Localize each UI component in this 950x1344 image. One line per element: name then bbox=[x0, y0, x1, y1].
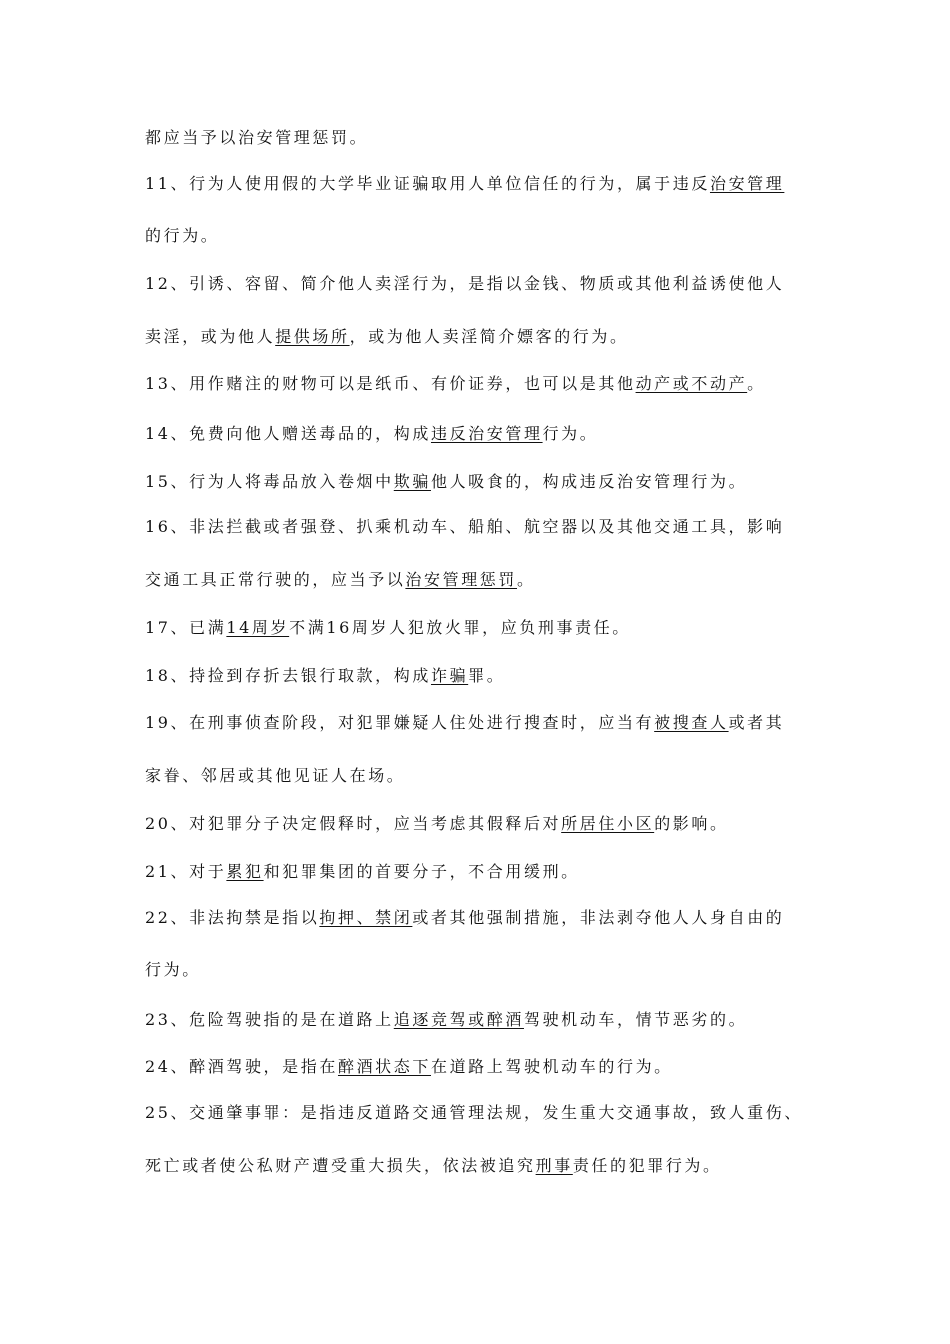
answer-underlined: 提供场所 bbox=[275, 327, 350, 346]
text-line bbox=[145, 326, 629, 348]
text-segment: 11、行为人使用假的大学毕业证骗取用人单位信任的行为，属于违反 bbox=[145, 174, 710, 193]
answer-underlined: 动产或不动产 bbox=[635, 374, 748, 393]
text-line bbox=[145, 423, 598, 445]
answer-underlined: 所居住小区 bbox=[561, 814, 655, 833]
text-segment: 和犯罪集团的首要分子，不合用缓刑。 bbox=[263, 862, 580, 881]
text-segment: 的影响。 bbox=[654, 814, 729, 833]
answer-underlined: 累犯 bbox=[226, 862, 264, 881]
text-segment: 不满16周岁人犯放火罪，应负刑事责任。 bbox=[289, 618, 631, 637]
text-line bbox=[145, 225, 219, 247]
text-line bbox=[145, 1102, 803, 1124]
answer-underlined: 欺骗 bbox=[393, 472, 431, 491]
text-line bbox=[145, 273, 784, 295]
text-segment: 家眷、邻居或其他见证人在场。 bbox=[145, 766, 406, 785]
text-segment: 15、行为人将毒品放入卷烟中 bbox=[145, 472, 394, 491]
text-line bbox=[145, 1009, 747, 1031]
text-segment: 在道路上驾驶机动车的行为。 bbox=[430, 1057, 673, 1076]
answer-underlined: 14周岁 bbox=[226, 618, 290, 637]
text-segment: 责任的犯罪行为。 bbox=[572, 1156, 722, 1175]
answer-underlined: 拘押、禁闭 bbox=[319, 908, 413, 927]
text-line bbox=[145, 471, 747, 493]
text-segment: 罪。 bbox=[468, 666, 506, 685]
text-segment: 16、非法拦截或者强登、扒乘机动车、船舶、航空器以及其他交通工具，影响 bbox=[145, 517, 785, 536]
text-segment: 14、免费向他人赠送毒品的，构成 bbox=[145, 424, 431, 443]
text-segment: 。 bbox=[517, 570, 536, 589]
text-segment: 行为。 bbox=[542, 424, 599, 443]
text-segment: 23、危险驾驶指的是在道路上 bbox=[145, 1010, 394, 1029]
text-segment: 17、已满 bbox=[145, 618, 227, 637]
answer-underlined: 违反治安管理 bbox=[430, 424, 543, 443]
text-line bbox=[145, 861, 580, 883]
text-segment: 20、对犯罪分子决定假释时，应当考虑其假释后对 bbox=[145, 814, 562, 833]
answer-underlined: 醉酒状态下 bbox=[337, 1057, 431, 1076]
text-line bbox=[145, 1056, 673, 1078]
text-line bbox=[145, 1155, 722, 1177]
answer-underlined: 刑事 bbox=[535, 1156, 573, 1175]
text-line bbox=[145, 173, 784, 195]
text-line bbox=[145, 712, 784, 734]
text-line bbox=[145, 617, 631, 639]
answer-underlined: 追逐竞驾或醉酒 bbox=[393, 1010, 524, 1029]
answer-underlined: 治安管理 bbox=[709, 174, 785, 193]
text-line bbox=[145, 569, 536, 591]
text-line bbox=[145, 813, 729, 835]
text-segment: 卖淫，或为他人 bbox=[145, 327, 276, 346]
answer-underlined: 治安管理惩罚 bbox=[405, 570, 518, 589]
text-segment: 12、引诱、容留、简介他人卖淫行为，是指以金钱、物质或其他利益诱使他人 bbox=[145, 274, 785, 293]
text-segment: 或者其 bbox=[728, 713, 785, 732]
text-segment: 交通工具正常行驶的，应当予以 bbox=[145, 570, 406, 589]
text-segment: 21、对于 bbox=[145, 862, 227, 881]
text-segment: 13、用作赌注的财物可以是纸币、有价证券，也可以是其他 bbox=[145, 374, 636, 393]
text-segment: 22、非法拘禁是指以 bbox=[145, 908, 320, 927]
text-segment: 都应当予以治安管理惩罚。 bbox=[145, 128, 369, 147]
text-segment: 24、醉酒驾驶，是指在 bbox=[145, 1057, 338, 1076]
text-segment: 18、持捡到存折去银行取款，构成 bbox=[145, 666, 431, 685]
answer-underlined: 被搜查人 bbox=[654, 713, 729, 732]
text-segment: 他人吸食的，构成违反治安管理行为。 bbox=[430, 472, 748, 491]
text-segment: 行为。 bbox=[145, 960, 201, 979]
text-line bbox=[145, 516, 784, 538]
text-line bbox=[145, 373, 766, 395]
text-segment: 死亡或者使公私财产遭受重大损失，依法被追究 bbox=[145, 1156, 536, 1175]
answer-underlined: 诈骗 bbox=[430, 666, 469, 685]
text-segment: 驾驶机动车，情节恶劣的。 bbox=[523, 1010, 748, 1029]
text-line bbox=[145, 765, 405, 787]
text-segment: 或者其他强制措施，非法剥夺他人人身自由的 bbox=[412, 908, 785, 927]
text-line bbox=[145, 127, 368, 149]
text-segment: ，或为他人卖淫简介嫖客的行为。 bbox=[349, 327, 629, 346]
text-segment: 25、交通肇事罪：是指违反道路交通管理法规，发生重大交通事故，致人重伤、 bbox=[145, 1103, 803, 1122]
text-segment: 。 bbox=[747, 374, 766, 393]
text-line bbox=[145, 907, 784, 929]
text-segment: 的行为。 bbox=[145, 226, 220, 245]
text-line bbox=[145, 959, 201, 981]
text-segment: 19、在刑事侦查阶段，对犯罪嫌疑人住处进行搜查时，应当有 bbox=[145, 713, 655, 732]
text-line bbox=[145, 665, 505, 687]
